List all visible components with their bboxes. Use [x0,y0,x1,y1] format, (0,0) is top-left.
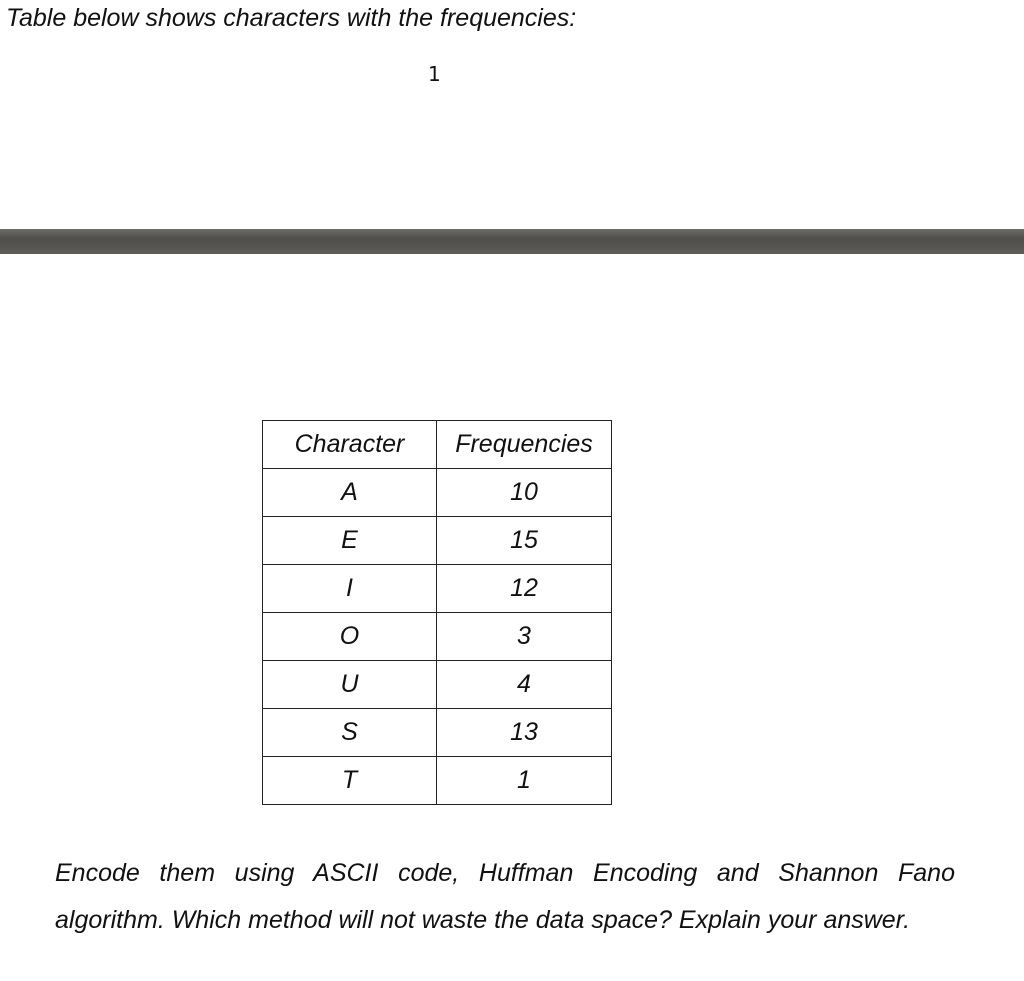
page-break-bar [0,229,1024,254]
frequency-table [262,420,612,805]
frequency-cell: 13 [437,709,612,757]
character-cell: U [263,661,437,709]
frequency-cell: 3 [437,613,612,661]
character-cell: I [263,565,437,613]
frequency-cell: 12 [437,565,612,613]
frequency-cell: 4 [437,661,612,709]
frequency-cell: 15 [437,517,612,565]
character-cell: A [263,469,437,517]
character-cell: T [263,757,437,805]
table-row [263,517,612,565]
intro-text: Table below shows characters with the frequencies: [6,4,577,32]
table-row [263,469,612,517]
table-row [263,709,612,757]
table-row [263,661,612,709]
table-header-row [263,421,612,469]
header-character: Character [263,421,437,469]
table-row [263,613,612,661]
character-cell: S [263,709,437,757]
page-number: 1 [428,62,441,86]
table-row [263,757,612,805]
table-row [263,565,612,613]
character-cell: E [263,517,437,565]
frequency-cell: 10 [437,469,612,517]
question-text: Encode them using ASCII code, Huffman Encoding and Shannon Fano algorithm. Which method will not waste the data space? Explain your answer. [55,859,955,934]
header-frequencies: Frequencies [437,421,612,469]
character-cell: O [263,613,437,661]
frequency-cell: 1 [437,757,612,805]
